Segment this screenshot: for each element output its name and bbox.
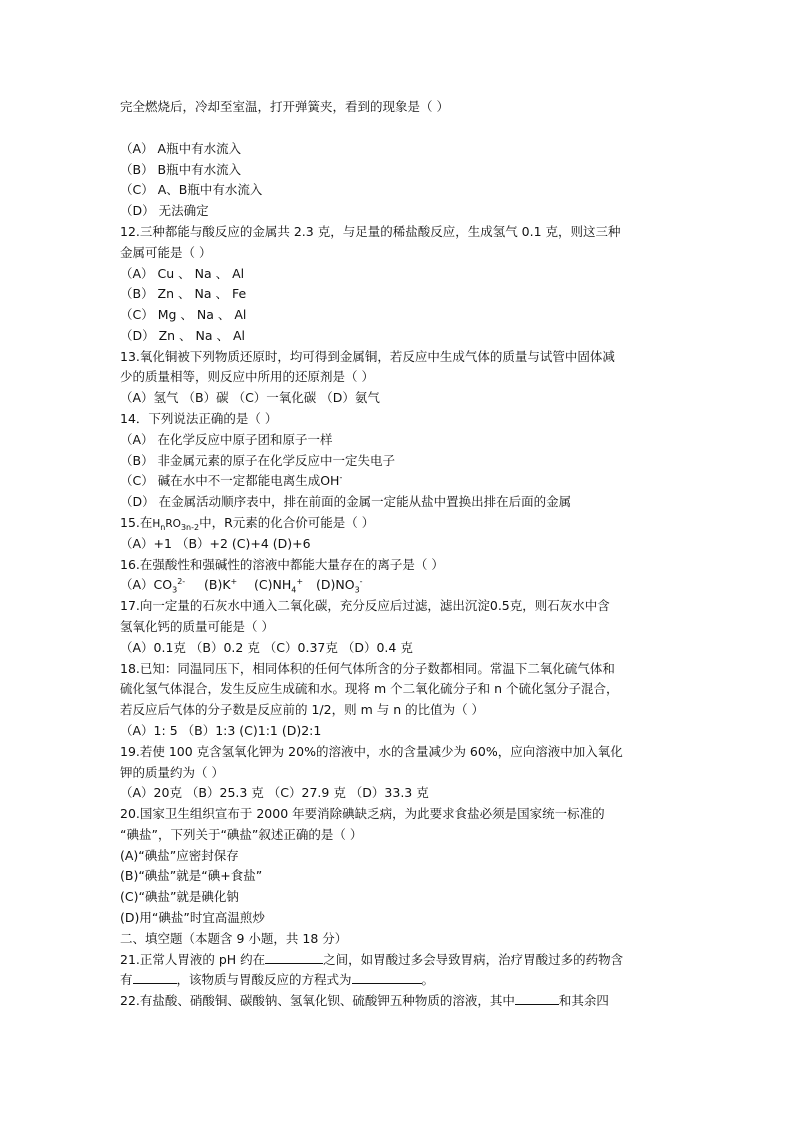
q15-stem [120,515,374,531]
q12-option-b: （B） Zn 、 Na 、 Fe [120,286,247,301]
q22-text-2: 和其余四 [558,993,609,1008]
q20-stem-line2: “碘盐”，下列关于“碘盐”叙述正确的是（ ） [120,827,363,842]
q17-stem-line2: 氢氧化钙的质量可能是（ ） [120,619,274,634]
q16-option-b [204,577,254,593]
q11-option-b: （B） B瓶中有水流入 [120,162,242,177]
q13-stem-line1: 13.氧化铜被下列物质还原时，均可得到金属铜，若反应中生成气体的质量与试管中固体减 [120,349,615,364]
q21-line1 [120,952,623,968]
q15-options: （A）+1 （B）+2 (C)+4 (D)+6 [120,536,311,551]
q19-stem-line1: 19.若使 100 克含氢氧化钾为 20%的溶液中，水的含量减少为 60%，应向溶液中加入氧化 [120,744,623,759]
q15-formula [152,518,200,533]
q17-options: （A）0.1克 （B）0.2 克 （C）0.37克 （D）0.4 克 [120,640,413,655]
q16-option-a-sub: 3 [172,585,178,595]
q21-blank-equation[interactable] [352,972,422,984]
q21-text-2: 之间，如胃酸过多会导致胃病，治疗胃酸过多的药物含 [323,952,624,967]
q18-stem-line2: 硫化氢气体混合，发生反应生成硫和水。现将 m 个二氧化硫分子和 n 个硫化氢分子混合， [120,681,619,696]
q15-formula-sub: 3n-2 [180,523,200,533]
q12-option-d: （D） Zn 、 Na 、 Al [120,328,246,343]
q15-stem-pre: 15.在 [120,515,153,530]
q18-stem-line1: 18.已知：同温同压下，相同体积的任何气体所含的分子数都相同。常温下二氧化硫气体和 [120,661,615,676]
q16-option-d-sup: - [359,576,363,586]
q16-option-c-text: (C)NH [254,577,292,592]
q21-line2 [120,972,434,988]
q16-option-b-sup: + [230,576,238,586]
q18-options: （A）1: 5 （B）1:3 (C)1:1 (D)2:1 [120,723,322,738]
q20-option-c: (C)“碘盐”就是碘化钠 [120,889,239,904]
q12-option-c: （C） Mg 、 Na 、 Al [120,307,247,322]
q17-stem-line1: 17.向一定量的石灰水中通入二氧化碳，充分反应后过滤，滤出沉淀0.5克，则石灰水中含 [120,598,610,613]
q20-option-d: (D)用“碘盐”时宜高温煎炒 [120,910,265,925]
q14-stem: 14．下列说法正确的是（ ） [120,411,278,426]
q16-option-c [254,577,316,593]
q11-stem-tail: 完全燃烧后，冷却至室温，打开弹簧夹，看到的现象是（ ） [120,99,449,114]
q14-option-d: （D） 在金属活动顺序表中，排在前面的金属一定能从盐中置换出排在后面的金属 [120,494,572,509]
q20-option-a: (A)“碘盐”应密封保存 [120,848,239,863]
q12-option-a: （A） Cu 、 Na 、 Al [120,266,245,281]
q19-stem-line2: 钾的质量约为（ ） [120,765,224,780]
q15-formula-n: n [160,523,166,533]
q14-option-b: （B） 非金属元素的原子在化学反应中一定失电子 [120,453,396,468]
q21-blank-drug[interactable] [133,972,177,984]
q16-option-c-sup: + [296,576,304,586]
q16-stem: 16.在强酸性和强碱性的溶液中都能大量存在的离子是（ ） [120,557,444,572]
section-heading: 二、填空题（本题含 9 小题，共 18 分） [120,931,348,946]
q21-text-3: 有 [120,972,133,987]
q14-option-a: （A） 在化学反应中原子团和原子一样 [120,432,333,447]
q22-blank[interactable] [515,993,559,1005]
q12-stem-line2: 金属可能是（ ） [120,245,212,260]
q14-option-c [120,473,342,489]
q13-stem-line2: 少的质量相等，则反应中所用的还原剂是（ ） [120,369,374,384]
q11-option-c: （C） A、B瓶中有水流入 [120,182,263,197]
q19-options: （A）20克 （B）25.3 克 （C）27.9 克 （D）33.3 克 [120,785,429,800]
q15-formula-ro: RO [165,518,181,530]
q16-option-c-sub: 4 [291,585,297,595]
q16-option-a [120,577,204,593]
q14-option-c-text: （C） 碱在水中不一定都能电离生成OH [120,473,340,488]
q16-options [120,577,363,593]
q15-stem-post: 中，R元素的化合价可能是（ ） [199,515,375,530]
q16-option-a-sup: 2- [177,576,186,586]
q16-option-d-text: (D)NO [316,577,355,592]
q13-options: （A）氢气 （B）碳 （C）一氧化碳 （D）氨气 [120,390,380,405]
q21-text-1: 21.正常人胃液的 pH 约在 [120,952,266,967]
q11-option-a: （A） A瓶中有水流入 [120,141,242,156]
oh-charge: - [339,472,343,482]
q12-stem-line1: 12.三种都能与酸反应的金属共 2.3 克，与足量的稀盐酸反应，生成氢气 0.1 克，则这三种 [120,224,621,239]
q22-line1 [120,993,609,1009]
q16-option-a-text: （A）CO [120,577,173,592]
q21-blank-ph[interactable] [265,952,323,964]
q11-option-d: （D） 无法确定 [120,203,209,218]
q20-option-b: (B)“碘盐”就是“碘+食盐” [120,868,263,883]
q16-option-d-sub: 3 [354,585,360,595]
q16-option-d [316,576,363,595]
q20-stem-line1: 20.国家卫生组织宣布于 2000 年要消除碘缺乏病，为此要求食盐必须是国家统一标准的 [120,806,605,821]
q21-text-4: ，该物质与胃酸反应的方程式为 [176,972,352,987]
q18-stem-line3: 若反应后气体的分子数是反应前的 1/2，则 m 与 n 的比值为（ ） [120,702,485,717]
q22-text-1: 22.有盐酸、硝酸铜、碳酸钠、氢氧化钡、硫酸钾五种物质的溶液，其中 [120,993,515,1008]
q16-option-b-text: (B)K [204,577,231,592]
q15-formula-h: H [152,518,161,530]
q21-text-5: 。 [421,972,435,987]
